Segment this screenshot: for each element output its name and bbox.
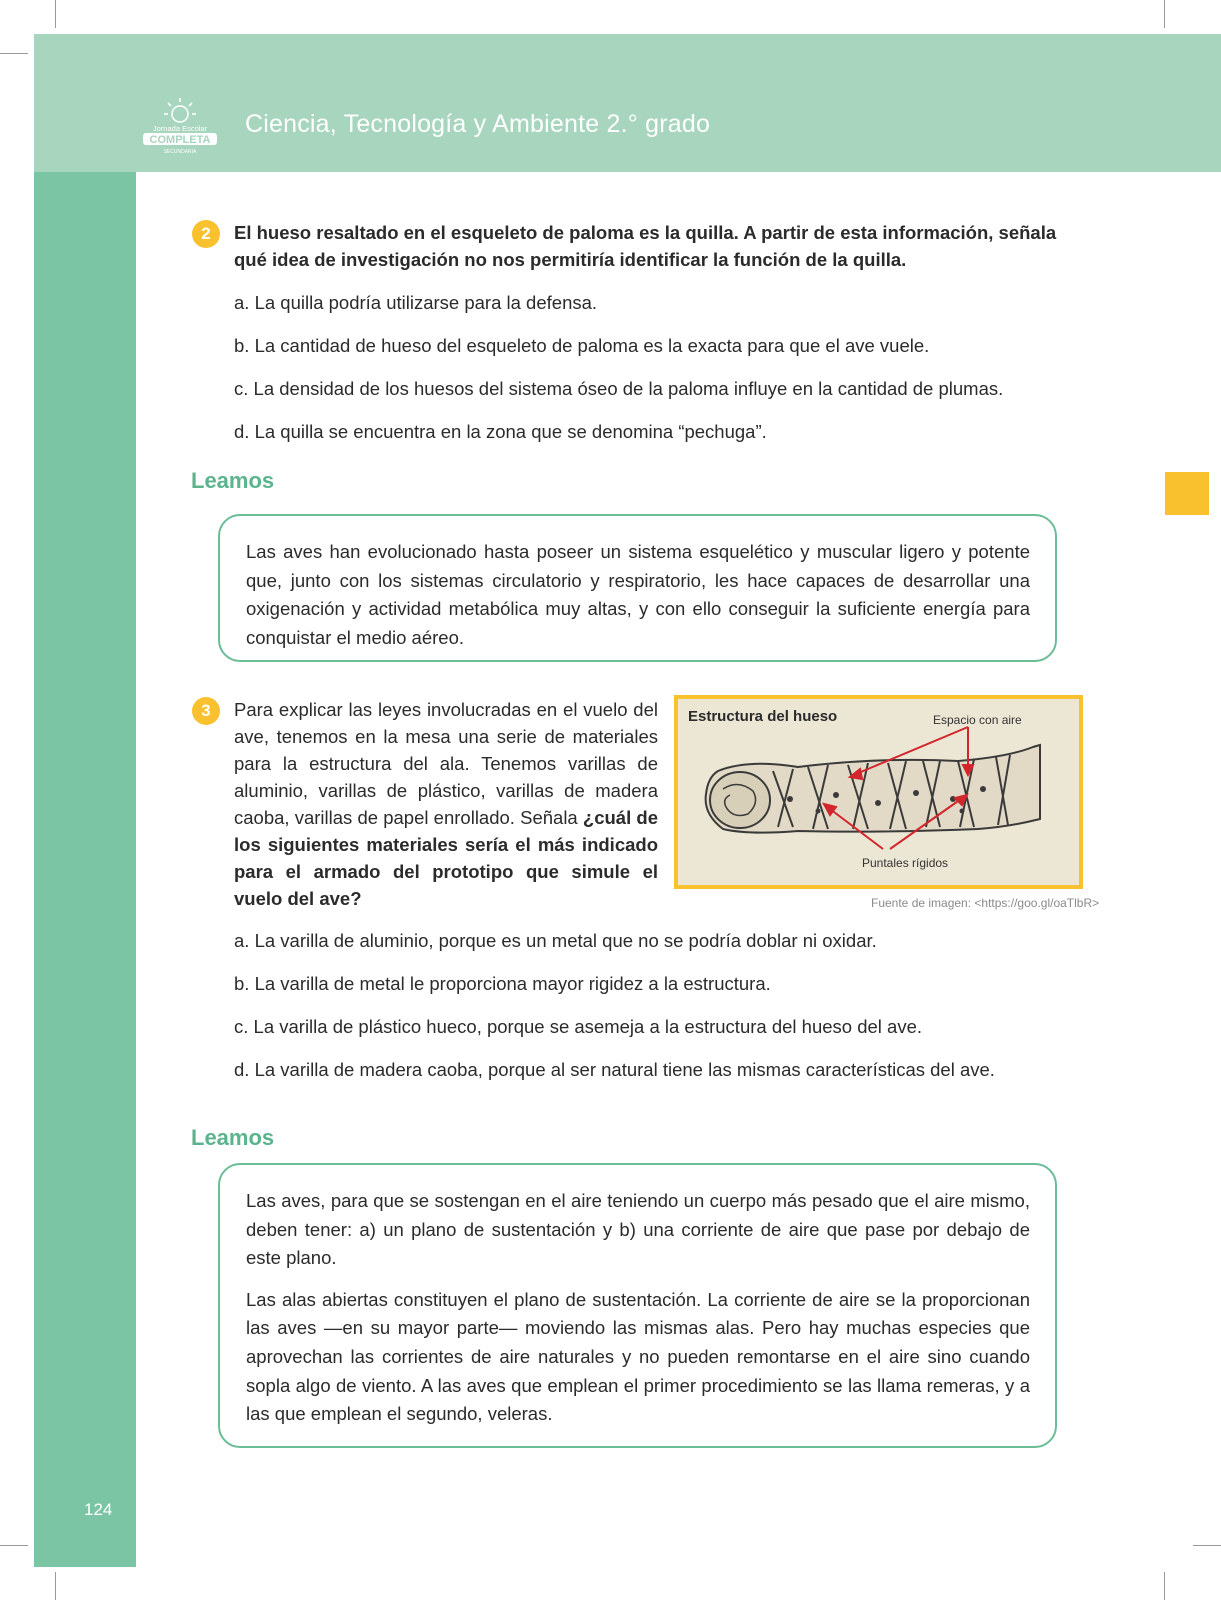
crop-mark	[0, 53, 28, 54]
reading-text: Las aves han evolucionado hasta poseer un sistema esquelético y muscular ligero y potente que, junto con los sistemas circulatorio y respiratorio, les hace capaces de desarrollar una oxigenación y actividad metabólica muy altas, y con ello conseguir la suficiente energía para conquistar el medio aéreo.	[246, 541, 1030, 648]
crop-mark	[55, 0, 56, 28]
crop-mark	[1164, 0, 1165, 28]
label-air-space: Espacio con aire	[933, 713, 1022, 727]
label-rigid-struts: Puntales rígidos	[862, 856, 949, 870]
section-tab-marker	[1165, 472, 1209, 515]
option-c[interactable]: c. La varilla de plástico hueco, porque se asemeja a la estructura del hueso del ave.	[234, 1016, 922, 1037]
option-d[interactable]: d. La varilla de madera caoba, porque al ser natural tiene las mismas características del ave.	[234, 1059, 995, 1080]
logo-text-bottom: SECUNDARIA	[163, 149, 197, 155]
option-b[interactable]: b. La varilla de metal le proporciona mayor rigidez a la estructura.	[234, 973, 771, 994]
question-2-options	[234, 292, 1094, 464]
reading-paragraph-2: Las alas abiertas constituyen el plano de sustentación. La corriente de aire se la proporcionan las aves —en su mayor parte— moviendo las mismas alas. Pero hay muchas especies que aprovechan las corrientes de aire naturales y no pueden remontarse en el aire sino cuando sopla algo de viento. A las aves que emplean el primer procedimiento se las llama remeras, y a las que emplean el segundo, veleras.	[246, 1288, 1030, 1425]
crop-mark	[1193, 1545, 1221, 1546]
image-source-caption: Fuente de imagen: <https://goo.gl/oaTlbR>	[871, 896, 1100, 910]
question-3-prompt	[234, 696, 658, 912]
bone-illustration	[678, 699, 1079, 885]
reading-box-2	[218, 1163, 1057, 1448]
jornada-escolar-logo	[140, 96, 220, 156]
logo-text-main: COMPLETA	[149, 134, 211, 146]
reading-box-1	[218, 514, 1057, 662]
question-number-badge: 3	[192, 697, 220, 725]
question-2-prompt: El hueso resaltado en el esqueleto de paloma es la quilla. A partir de esta información, señala qué idea de investigación no nos permitiría identificar la función de la quilla.	[234, 222, 1057, 270]
bone-structure-figure	[674, 695, 1083, 889]
side-bar	[34, 172, 136, 1567]
section-label-leamos: Leamos	[191, 1125, 275, 1150]
page-number: 124	[84, 1500, 113, 1519]
logo-text-top: Jornada Escolar	[152, 124, 208, 133]
option-a[interactable]: a. La quilla podría utilizarse para la defensa.	[234, 292, 598, 313]
crop-mark	[0, 1545, 28, 1546]
crop-mark	[1164, 1572, 1165, 1600]
option-b[interactable]: b. La cantidad de hueso del esqueleto de paloma es la exacta para que el ave vuele.	[234, 335, 930, 356]
question-3-options	[234, 930, 1094, 1102]
option-c[interactable]: c. La densidad de los huesos del sistema óseo de la paloma influye en la cantidad de plumas.	[234, 378, 1004, 399]
question-number-badge: 2	[192, 220, 220, 248]
option-a[interactable]: a. La varilla de aluminio, porque es un metal que no se podría doblar ni oxidar.	[234, 930, 877, 951]
reading-paragraph-1: Las aves, para que se sostengan en el aire teniendo un cuerpo más pesado que el aire mismo, deben tener: a) un plano de sustentación y b) una corriente de aire que pase por debajo de este plano.	[246, 1190, 1030, 1269]
figure-title: Estructura del hueso	[688, 708, 838, 725]
question-3-prompt-bold: ¿cuál de los siguientes materiales sería el más indicado para el armado del prototipo que simule el vuelo del ave?	[234, 807, 658, 909]
page-title: Ciencia, Tecnología y Ambiente 2.° grado	[245, 110, 711, 138]
question-3-prompt-plain: Para explicar las leyes involucradas en el vuelo del ave, tenemos en la mesa una serie de materiales para la estructura del ala. Tenemos varillas de aluminio, varillas de plástico, varillas de madera caoba, varillas de papel enrollado. Señala	[234, 699, 658, 828]
section-label-leamos: Leamos	[191, 468, 275, 493]
option-d[interactable]: d. La quilla se encuentra en la zona que se denomina “pechuga”.	[234, 421, 767, 442]
crop-mark	[55, 1572, 56, 1600]
